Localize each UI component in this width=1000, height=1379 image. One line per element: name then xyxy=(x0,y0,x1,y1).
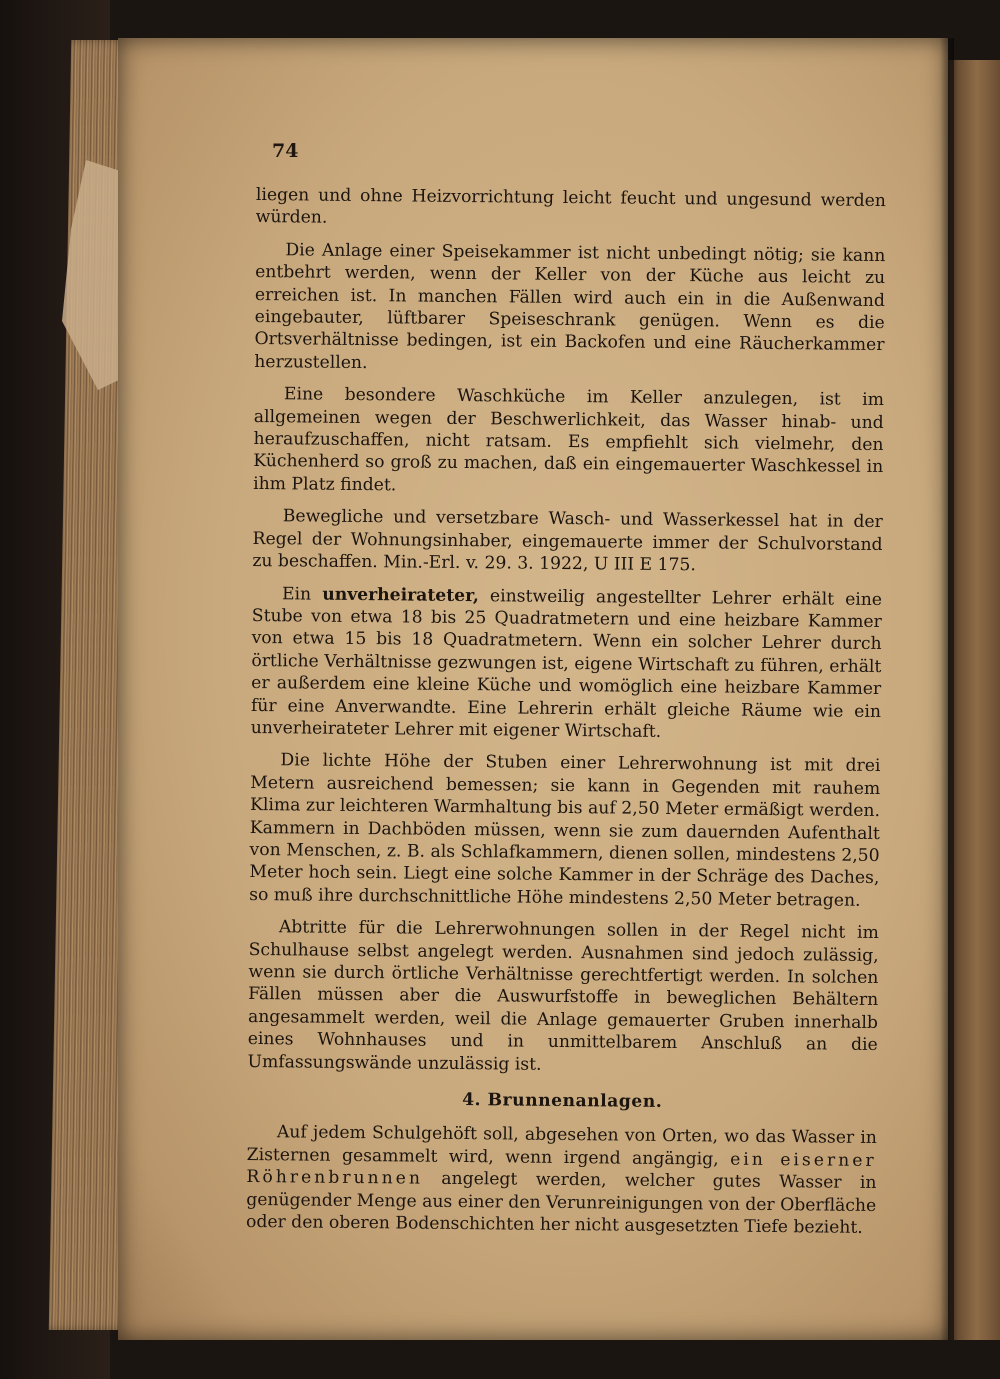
paragraph-unverheiratet xyxy=(251,582,882,745)
paragraph-waschkessel: Bewegliche und versetzbare Wasch- und Wasserkessel hat in der Regel der Wohnungsinhaber, eingemauerte immer der Schulvorstand zu beschaffen. Min.-Erl. v. 29. 3. 1922, U III E 175. xyxy=(252,506,883,576)
paragraph-speisekammer: Die Anlage einer Speisekammer ist nicht unbedingt nötig; sie kann entbehrt werden, wenn der Keller von der Küche aus leicht zu erreichen ist. In manchen Fällen wird auch ein in die Außenwand eingebauter, lüftbarer Speiseschrank genügen. Wenn es die Ortsverhältnisse bedingen, ist ein Backofen und eine Räucherkammer herzustellen. xyxy=(254,240,886,373)
page-body-text xyxy=(246,184,886,1249)
paragraph-abtritte: Abtritte für die Lehrerwohnungen sollen in der Regel nicht im Schulhause selbst angelegt werden. Ausnahmen sind jedoch zulässig, wenn sie durch örtliche Verhältnisse gerechtfertigt werden. In solchen Fällen müssen aber die Auswurfstoffe in beweglichen Behältern angesammelt werden, weil die Anlage gemauerter Gruben innerhalb eines Wohnhauses und in unmittelbarem Anschluß an die Umfassungswände unzulässig ist. xyxy=(247,917,879,1075)
paragraph-unverheiratet-rest: einstweilig angestellter Lehrer erhält eine Stube von etwa 18 bis 25 Quadratmetern und eine heizbare Kammer von etwa 15 bis 18 Quadratmetern. Wenn ein solcher Lehrer durch örtliche Verhältnisse gezwungen ist, eigene Wirtschaft zu führen, erhält er außerdem eine kleine Küche und womöglich eine heizbare Kammer für eine Anverwandte. Eine Lehrerin erhält gleiche Räume wie ein unverheirateter Lehrer mit eigener Wirtschaft. xyxy=(250,585,883,742)
paragraph-lichte-hoehe: Die lichte Höhe der Stuben einer Lehrerwohnung ist mit drei Metern ausreichend bemessen; sie kann in Gegenden mit rauhem Klima zur leichteren Warmhaltung bis auf 2,50 Meter ermäßigt werden. Kammern in Dachböden müssen, wenn sie zum dauernden Aufenthalt von Menschen, z. B. als Schlafkammern, dienen sollen, mindestens 2,50 Meter hoch sein. Liegt eine solche Kammer in der Schräge des Daches, so muß ihre durchschnittliche Höhe mindestens 2,50 Meter betragen. xyxy=(249,750,881,911)
paragraph-brunnen-rest: angelegt werden, welcher gutes Wasser in genügender Menge aus einer den Verunreinigungen von der Oberfläche oder den oberen Bodenschichten her nicht ausgesetzten Tiefe bezieht. xyxy=(245,1168,877,1238)
paragraph-waschkueche: Eine besondere Waschküche im Keller anzulegen, ist im allgemeinen wegen der Beschwerlichkeit, das Wasser hinab- und heraufzuschaffen, nicht ratsam. Es empfiehlt sich vielmehr, den Küchenherd so groß zu machen, daß ein eingemauerter Waschkessel in ihm Platz findet. xyxy=(253,384,885,496)
emphasis-roehrenbrunnen: ein eiserner Röhrenbrunnen xyxy=(246,1149,877,1189)
paragraph-unverheiratet-start: Ein xyxy=(281,583,323,605)
adjacent-page-edge xyxy=(948,60,1000,1340)
section-heading: 4. Brunnenanlagen. xyxy=(462,1090,663,1112)
paragraph-brunnen-start: Auf jedem Schulgehöft soll, abgesehen von Orten, wo das Wasser in Zisternen gesammelt wird, wenn irgend angängig, xyxy=(246,1122,877,1170)
emphasis-unverheirateter: unverheirateter, xyxy=(322,584,480,606)
paragraph-brunnen xyxy=(246,1121,877,1239)
gutter-shadow xyxy=(940,38,954,1340)
paragraph-continuation: liegen und ohne Heizvorrichtung leicht feucht und ungesund werden würden. xyxy=(255,184,886,229)
page-number: 74 xyxy=(272,140,299,162)
